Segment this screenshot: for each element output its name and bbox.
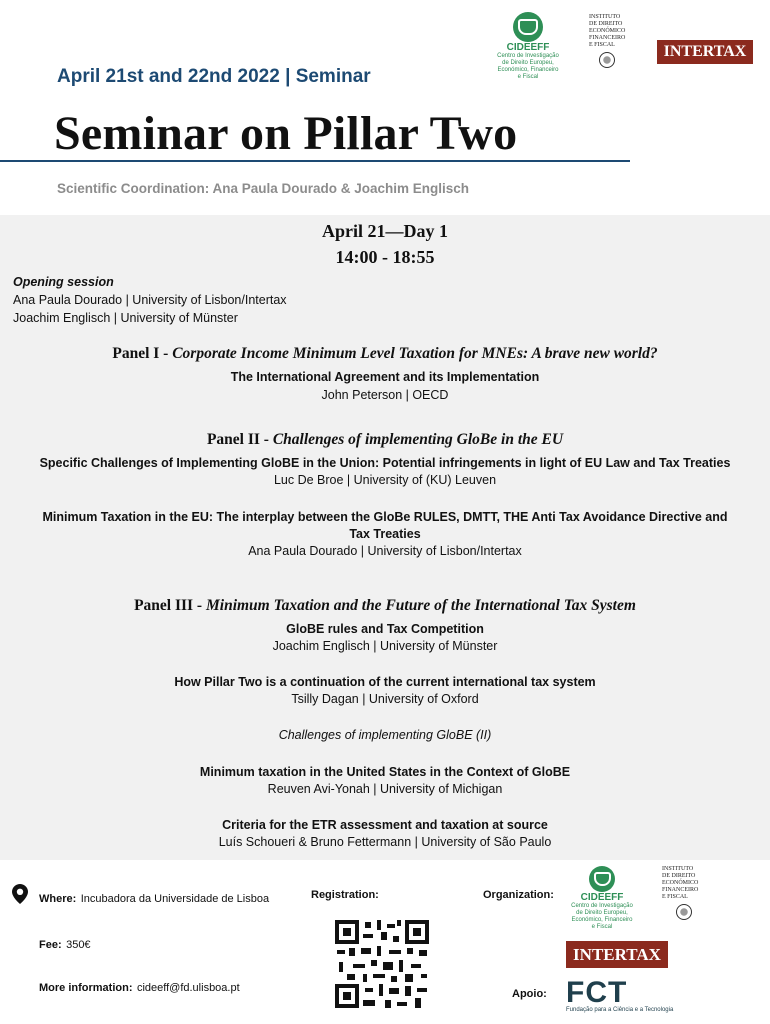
cideeff-logo — [560, 866, 644, 931]
opening-speaker: Joachim Englisch | University of Münster — [13, 311, 238, 325]
talk-speaker: Tsilly Dagan | University of Oxford — [291, 692, 479, 706]
intertax-logo: INTERTAX — [657, 40, 753, 64]
location-pin-icon — [12, 884, 28, 909]
page-title: Seminar on Pillar Two — [54, 107, 518, 160]
fct-sub: Fundação para a Ciência e a Tecnologia — [566, 1007, 674, 1013]
talk-title: Specific Challenges of Implementing GloBE in the Union: Potential infringements in light of EU Law and Tax Treaties — [39, 456, 731, 470]
talk-title: The International Agreement and its Implementation — [230, 370, 540, 384]
cideeff-sub-line: Económico, Financeiro — [497, 67, 559, 73]
talk-speaker: John Peterson | OECD — [321, 388, 449, 402]
cideeff-name: CIDEEFF — [506, 42, 550, 53]
talk-title: Minimum taxation in the United States in the Context of GloBE — [199, 765, 571, 779]
title-rule — [0, 160, 630, 162]
idef-logo — [662, 866, 714, 920]
seal-icon — [599, 52, 615, 68]
talk-speaker: Joachim Englisch | University of Münster — [272, 639, 498, 653]
panel-number: Panel III - — [134, 597, 206, 614]
talk-title: How Pillar Two is a continuation of the current international tax system — [174, 675, 596, 689]
talk-speaker: Reuven Avi-Yonah | University of Michigan — [267, 782, 503, 796]
panel-title: Corporate Income Minimum Level Taxation for MNEs: A brave new world? — [172, 345, 658, 362]
where-line — [39, 889, 269, 907]
idef-line: INSTITUTO — [589, 14, 621, 20]
info-email[interactable]: cideeff@fd.ulisboa.pt — [136, 982, 240, 994]
day-time: 14:00 - 18:55 — [335, 247, 435, 267]
talk-title: Criteria for the ETR assessment and taxation at source — [222, 818, 548, 832]
idef-line: INSTITUTO — [662, 866, 694, 872]
where-value: Incubadora da Universidade de Lisboa — [80, 893, 270, 905]
idef-line: DE DIREITO — [662, 873, 696, 879]
idef-line: E FISCAL — [662, 894, 688, 900]
cideeff-emblem-icon — [513, 12, 543, 42]
talk-title: Minimum Taxation in the EU: The interplay between the GloBe RULES, DMTT, THE Anti Tax Avoidance Directive and — [42, 510, 728, 524]
panel-title: Minimum Taxation and the Future of the International Tax System — [205, 597, 636, 614]
fee-label: Fee: — [39, 939, 62, 951]
event-date: April 21st and 22nd 2022 | Seminar — [57, 66, 371, 87]
cideeff-emblem-icon — [589, 866, 615, 892]
fee-value: 350€ — [66, 939, 91, 951]
talk-speaker: Ana Paula Dourado | University of Lisbon/Intertax — [248, 544, 522, 558]
idef-line: E FISCAL — [589, 42, 615, 48]
opening-speaker: Ana Paula Dourado | University of Lisbon/Intertax — [13, 293, 287, 307]
cideeff-sub-line: e Fiscal — [591, 924, 613, 930]
idef-line: FINANCEIRO — [662, 887, 699, 893]
cideeff-sub-line: Centro de Investigação — [497, 53, 559, 59]
section-subtitle: Challenges of implementing GloBE (II) — [278, 728, 492, 742]
cideeff-sub-line: Económico, Financeiro — [571, 917, 633, 923]
panel-number: Panel I - — [112, 345, 173, 362]
info-label: More information: — [39, 982, 133, 994]
talk-speaker: Luc De Broe | University of (KU) Leuven — [273, 473, 497, 487]
cideeff-sub-line: e Fiscal — [517, 74, 539, 80]
registration-label: Registration: — [311, 889, 379, 901]
day-title: April 21—Day 1 — [322, 221, 448, 241]
intertax-logo: INTERTAX — [566, 941, 668, 968]
cideeff-sub-line: de Direito Europeu, — [576, 910, 628, 916]
idef-line: DE DIREITO — [589, 21, 623, 27]
cideeff-sub-line: Centro de Investigação — [571, 903, 633, 909]
apoio-label: Apoio: — [512, 988, 547, 1000]
opening-label: Opening session — [13, 275, 114, 289]
idef-line: ECONÓMICO — [662, 880, 699, 886]
fct-logo — [566, 976, 673, 1013]
qr-code-icon[interactable] — [333, 918, 431, 1015]
fee-line — [39, 935, 91, 953]
talk-title: GloBE rules and Tax Competition — [286, 622, 484, 636]
talk-title-cont: Tax Treaties — [349, 527, 421, 541]
idef-logo — [589, 14, 639, 68]
where-label: Where: — [39, 893, 77, 905]
talk-speaker: Luís Schoueri & Bruno Fettermann | University of São Paulo — [218, 835, 552, 849]
panel-1-heading — [0, 345, 770, 363]
cideeff-logo — [478, 12, 578, 81]
panel-2-heading — [0, 431, 770, 449]
info-line — [39, 978, 240, 996]
opening-session — [13, 273, 287, 327]
panel-title: Challenges of implementing GloBe in the EU — [272, 431, 564, 448]
idef-line: ECONÓMICO — [589, 28, 626, 34]
fct-name: FCT — [566, 976, 628, 1009]
organization-label: Organization: — [483, 889, 554, 901]
scientific-coordination: Scientific Coordination: Ana Paula Dourado & Joachim Englisch — [57, 181, 470, 196]
seal-icon — [676, 904, 692, 920]
cideeff-name: CIDEEFF — [580, 892, 624, 903]
panel-number: Panel II - — [206, 431, 273, 448]
panel-3-heading — [0, 597, 770, 615]
cideeff-sub-line: de Direito Europeu, — [502, 60, 554, 66]
idef-line: FINANCEIRO — [589, 35, 626, 41]
